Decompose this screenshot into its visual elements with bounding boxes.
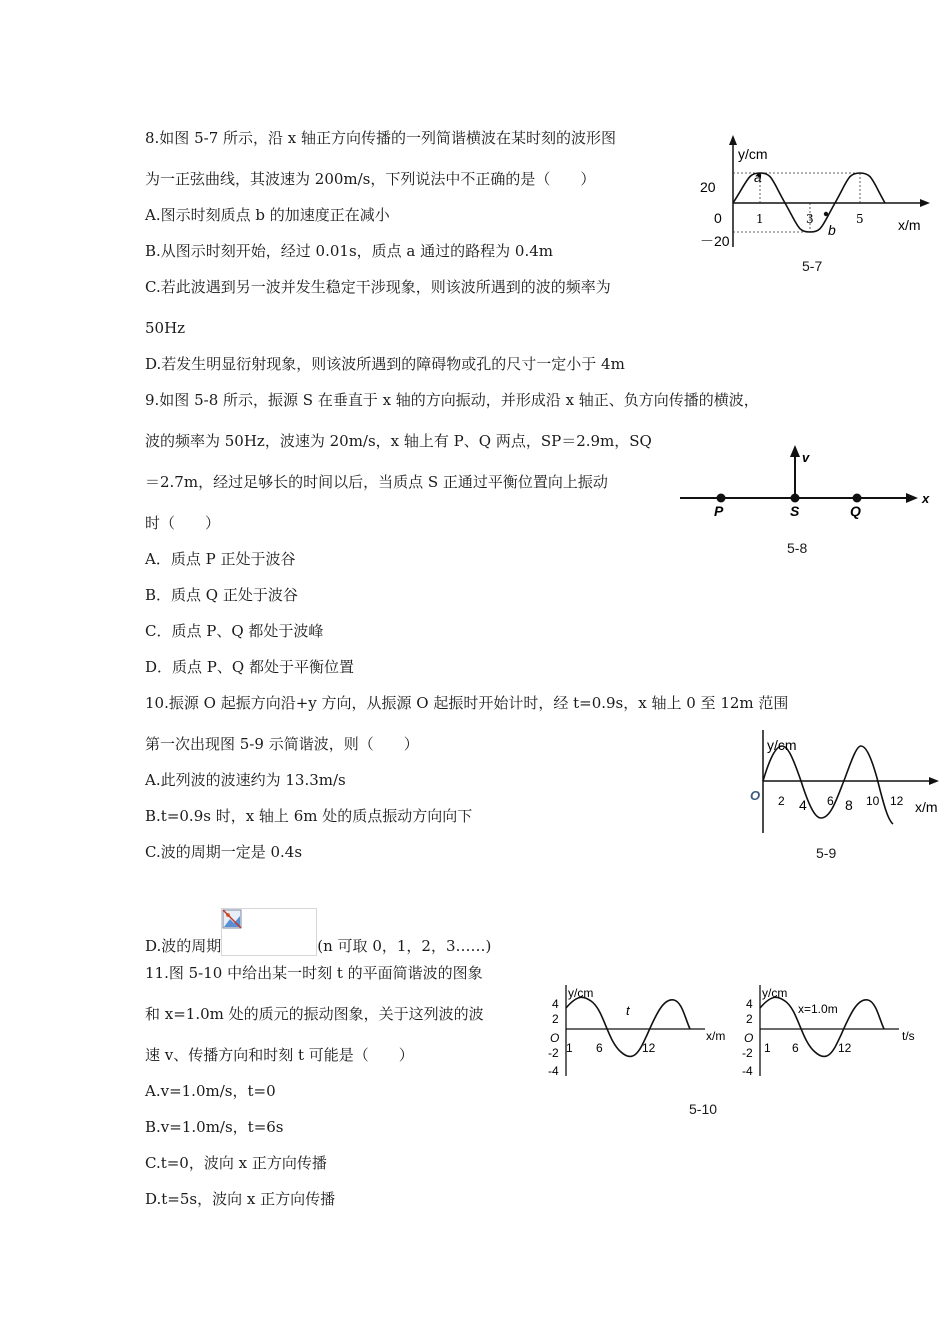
f510l-ytick-neg2: -2: [548, 1046, 559, 1060]
broken-image-icon: [222, 909, 242, 929]
f510l-xtick-6: 6: [596, 1041, 603, 1055]
q10-option-d: [145, 908, 491, 956]
q8-option-c: C.若此波遇到另一波并发生稳定干涉现象，则该波所遇到的波的频率为: [145, 278, 611, 296]
f57-point-a: a: [754, 169, 762, 185]
f59-caption: 5-9: [816, 845, 837, 861]
figure-5-10-left: [540, 980, 740, 1085]
q10-stem-line1: 10.振源 O 起振方向沿+y 方向，从振源 O 起振时开始计时，经 t=0.9s，x 轴上 0 至 12m 范围: [145, 694, 789, 712]
f58-q-label: Q: [850, 503, 861, 519]
q8-option-a: A.图示时刻质点 b 的加速度正在减小: [145, 206, 390, 224]
f57-tick-5: 5: [856, 212, 864, 226]
f59-ylabel: y/cm: [767, 737, 797, 753]
f57-caption: 5-7: [802, 258, 823, 274]
q11-option-b: B.v=1.0m/s，t=6s: [145, 1118, 284, 1136]
q9-stem-line1: 9.如图 5-8 所示，振源 S 在垂直于 x 轴的方向振动，并形成沿 x 轴正、负方向传播的横波，: [145, 391, 759, 409]
q9-stem-line2: 波的频率为 50Hz，波速为 20m/s，x 轴上有 P、Q 两点，SP＝2.9m，SQ: [145, 432, 652, 450]
q9-option-c: C．质点 P、Q 都处于波峰: [145, 622, 324, 640]
f510l-xlabel: x/m: [706, 1029, 726, 1043]
f510r-ytick-neg4: -4: [742, 1064, 753, 1078]
f59-tick-8: 8: [845, 797, 853, 813]
f510l-ylabel: y/cm: [568, 986, 594, 1000]
q11-stem-line3: 速 v、传播方向和时刻 t 可能是（ ）: [145, 1046, 414, 1064]
f510l-origin: O: [550, 1031, 560, 1045]
q8-stem-line1: 8.如图 5-7 所示，沿 x 轴正方向传播的一列简谐横波在某时刻的波形图: [145, 129, 617, 147]
f57-tick-1: 1: [756, 212, 764, 226]
f510r-x-label: x=1.0m: [798, 1002, 838, 1016]
q10-stem-line2: 第一次出现图 5-9 示简谐波，则（ ）: [145, 735, 419, 753]
q9-option-a: A．质点 P 正处于波谷: [145, 550, 296, 568]
f57-tick-3: 3: [806, 212, 814, 226]
q8-stem-line2: 为一正弦曲线，其波速为 200m/s，下列说法中不正确的是（ ）: [145, 170, 596, 188]
q10-option-d-prefix: D.波的周期: [145, 937, 222, 955]
f59-tick-4: 4: [799, 797, 807, 813]
q10-option-c: C.波的周期一定是 0.4s: [145, 843, 303, 861]
q9-option-d: D．质点 P、Q 都处于平衡位置: [145, 658, 354, 676]
f510l-ytick-4: 4: [552, 997, 559, 1011]
q10-option-b: B.t=0.9s 时，x 轴上 6m 处的质点振动方向向下: [145, 807, 473, 825]
figure-5-8: [680, 445, 940, 525]
f510r-xtick-6: 6: [792, 1041, 799, 1055]
f510l-xtick-1: 1: [566, 1041, 573, 1055]
q10-option-a: A.此列波的波速约为 13.3m/s: [145, 771, 346, 789]
f59-tick-10: 10: [866, 794, 880, 808]
q8-option-d: D.若发生明显衍射现象，则该波所遇到的障碍物或孔的尺寸一定小于 4m: [145, 355, 625, 373]
f510r-xtick-12: 12: [838, 1041, 852, 1055]
f510l-ytick-2: 2: [552, 1012, 559, 1026]
f59-xlabel: x/m: [915, 799, 938, 815]
f510r-ytick-4: 4: [746, 997, 753, 1011]
f510-caption: 5-10: [689, 1101, 718, 1117]
f510l-ytick-neg4: -4: [548, 1064, 559, 1078]
f510l-t-label: t: [626, 1003, 630, 1018]
f57-xlabel: x/m: [898, 217, 921, 233]
figure-5-9: [745, 728, 950, 838]
f510r-ytick-neg2: -2: [742, 1046, 753, 1060]
f59-tick-2: 2: [778, 794, 785, 808]
q11-option-c: C.t=0，波向 x 正方向传播: [145, 1154, 327, 1172]
f57-y-neg: －20: [700, 233, 730, 249]
q8-option-b: B.从图示时刻开始，经过 0.01s，质点 a 通过的路程为 0.4m: [145, 242, 553, 260]
f57-origin: 0: [714, 210, 722, 226]
q11-stem-line1: 11.图 5-10 中给出某一时刻 t 的平面简谐波的图象: [145, 964, 483, 982]
q9-stem-line3: ＝2.7m，经过足够长的时间以后，当质点 S 正通过平衡位置向上振动: [145, 473, 608, 491]
f57-ylabel: y/cm: [738, 146, 768, 162]
f58-caption: 5-8: [787, 540, 808, 556]
f510r-xtick-1: 1: [764, 1041, 771, 1055]
f57-y-pos: 20: [700, 179, 716, 195]
q11-option-a: A.v=1.0m/s，t=0: [145, 1082, 276, 1100]
f510r-ytick-2: 2: [746, 1012, 753, 1026]
figure-5-7: [690, 135, 940, 275]
f59-origin: O: [750, 788, 761, 803]
f57-point-b: b: [828, 222, 836, 238]
f58-v-label: v: [802, 450, 810, 465]
f510r-xlabel: t/s: [902, 1029, 915, 1043]
q10-option-d-suffix: (n 可取 0，1，2，3……): [317, 937, 492, 955]
q11-stem-line2: 和 x=1.0m 处的质元的振动图象，关于这列波的波: [145, 1005, 484, 1023]
formula-image-placeholder: [221, 908, 317, 956]
figure-5-10-right: [734, 980, 939, 1085]
f59-tick-6: 6: [827, 794, 834, 808]
q9-stem-line4: 时（ ）: [145, 514, 221, 532]
q9-option-b: B．质点 Q 正处于波谷: [145, 586, 298, 604]
f58-p-label: P: [714, 503, 724, 519]
f58-s-label: S: [790, 503, 800, 519]
f59-tick-12: 12: [890, 794, 904, 808]
q8-option-c-cont: 50Hz: [145, 319, 186, 337]
f510r-ylabel: y/cm: [762, 986, 788, 1000]
q11-option-d: D.t=5s，波向 x 正方向传播: [145, 1190, 336, 1208]
f510r-origin: O: [744, 1031, 754, 1045]
f510l-xtick-12: 12: [642, 1041, 656, 1055]
f58-x-label: x: [922, 491, 930, 506]
